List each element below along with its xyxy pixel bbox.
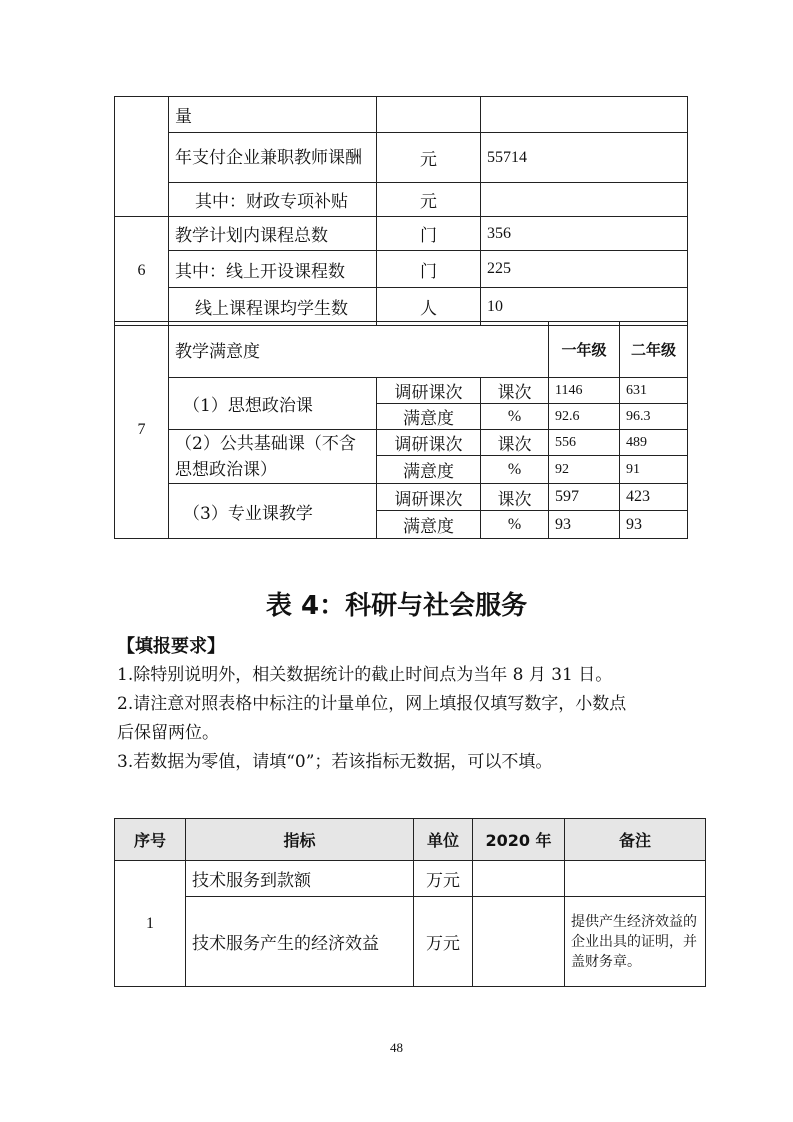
- metric-cell: 满意度: [377, 456, 481, 484]
- table-row: [115, 430, 688, 456]
- grade-one-value: 556: [549, 430, 620, 456]
- row-index-cell: 6: [115, 217, 169, 326]
- unit-cell: 课次: [481, 430, 549, 456]
- section-title: 表 4：科研与社会服务: [265, 591, 528, 621]
- grade-one-value: 1146: [549, 378, 620, 404]
- continued-data-table: [114, 96, 688, 326]
- subject-cell: （1）思想政治课: [169, 378, 377, 430]
- requirements-heading: 【填报要求】: [117, 636, 225, 657]
- indicator-cell: 其中：线上开设课程数: [169, 251, 377, 288]
- table-row: [115, 484, 688, 511]
- grade-one-value: 92.6: [549, 404, 620, 430]
- unit-cell: [377, 97, 481, 133]
- value-cell: 55714: [481, 133, 688, 183]
- table-row: [115, 183, 688, 217]
- table-row: [115, 897, 706, 987]
- year-value-cell: [473, 861, 565, 897]
- unit-cell: 人: [377, 288, 481, 326]
- indicator-cell: 其中：财政专项补贴: [169, 183, 377, 217]
- unit-cell: 元: [377, 183, 481, 217]
- requirement-line: 3.若数据为零值，请填“0”；若该指标无数据，可以不填。: [117, 752, 553, 772]
- metric-cell: 调研课次: [377, 378, 481, 404]
- header-indicator: 指标: [186, 819, 414, 861]
- table-row: [115, 288, 688, 326]
- value-cell: 10: [481, 288, 688, 326]
- indicator-cell: 线上课程课均学生数: [169, 288, 377, 326]
- note-cell: 提供产生经济效益的企业出具的证明，并盖财务章。: [565, 897, 706, 987]
- indicator-cell: 技术服务到款额: [186, 861, 414, 897]
- table-row: [115, 133, 688, 183]
- indicator-cell: 年支付企业兼职教师课酬: [169, 133, 377, 183]
- table-header-row: [115, 819, 706, 861]
- page-number: 48: [390, 1040, 403, 1055]
- header-year: 2020 年: [473, 819, 565, 861]
- table-row: [115, 322, 688, 378]
- header-index: 序号: [115, 819, 186, 861]
- unit-cell: 万元: [414, 861, 473, 897]
- satisfaction-table: [114, 321, 688, 539]
- grade-two-value: 489: [620, 430, 688, 456]
- unit-cell: 元: [377, 133, 481, 183]
- header-note: 备注: [565, 819, 706, 861]
- metric-cell: 调研课次: [377, 430, 481, 456]
- indicator-cell: 量: [169, 97, 377, 133]
- requirement-line: 后保留两位。: [117, 723, 219, 743]
- indicator-cell: 技术服务产生的经济效益: [186, 897, 414, 987]
- grade-two-value: 423: [620, 484, 688, 511]
- table-row: [115, 217, 688, 251]
- row-index-cell: 7: [115, 322, 169, 539]
- unit-cell: %: [481, 456, 549, 484]
- subject-cell: （2）公共基础课（不含思想政治课）: [169, 430, 377, 484]
- table-row: [115, 861, 706, 897]
- header-unit: 单位: [414, 819, 473, 861]
- metric-cell: 调研课次: [377, 484, 481, 511]
- row-index-cell: 1: [115, 861, 186, 987]
- unit-cell: 门: [377, 251, 481, 288]
- grade-two-value: 93: [620, 511, 688, 539]
- unit-cell: 万元: [414, 897, 473, 987]
- unit-cell: 门: [377, 217, 481, 251]
- unit-cell: 课次: [481, 378, 549, 404]
- note-cell: [565, 861, 706, 897]
- grade-two-value: 631: [620, 378, 688, 404]
- row-index-cell: [115, 97, 169, 217]
- unit-cell: %: [481, 511, 549, 539]
- metric-cell: 满意度: [377, 511, 481, 539]
- grade-two-header: 二年级: [620, 322, 688, 378]
- requirement-line: 1.除特别说明外，相关数据统计的截止时间点为当年 8 月 31 日。: [117, 665, 613, 685]
- grade-two-value: 96.3: [620, 404, 688, 430]
- grade-one-header: 一年级: [549, 322, 620, 378]
- unit-cell: 课次: [481, 484, 549, 511]
- indicator-cell: 教学计划内课程总数: [169, 217, 377, 251]
- value-cell: [481, 97, 688, 133]
- table-row: [115, 378, 688, 404]
- grade-two-value: 91: [620, 456, 688, 484]
- research-service-table: [114, 818, 706, 987]
- requirement-line: 2.请注意对照表格中标注的计量单位，网上填报仅填写数字，小数点: [117, 694, 627, 714]
- value-cell: 356: [481, 217, 688, 251]
- unit-cell: %: [481, 404, 549, 430]
- value-cell: [481, 183, 688, 217]
- value-cell: 225: [481, 251, 688, 288]
- grade-one-value: 92: [549, 456, 620, 484]
- table-row: [115, 251, 688, 288]
- grade-one-value: 93: [549, 511, 620, 539]
- grade-one-value: 597: [549, 484, 620, 511]
- table-row: [115, 97, 688, 133]
- indicator-cell: 教学满意度: [169, 322, 549, 378]
- metric-cell: 满意度: [377, 404, 481, 430]
- subject-cell: （3）专业课教学: [169, 484, 377, 539]
- year-value-cell: [473, 897, 565, 987]
